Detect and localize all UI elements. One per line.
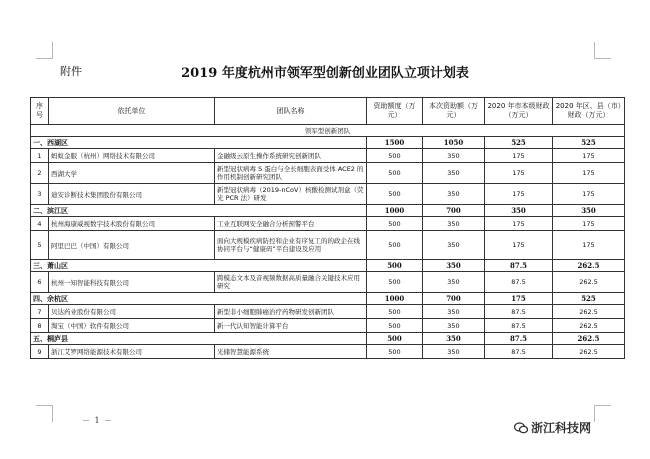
row-no: 8 — [31, 319, 49, 333]
row-no: 9 — [31, 345, 49, 359]
row-team: 新型冠状病毒（2019-nCoV）核酸检测试剂盒（荧光 PCR 法）研发 — [215, 184, 367, 205]
row-unit: 浙江艾罗网络能源技术有限公司 — [49, 345, 215, 359]
row-value: 175 — [485, 184, 553, 205]
row-team: 新型冠状病毒 S 蛋白与全长细胞表面受体 ACE2 的作用机制创新研究团队 — [215, 163, 367, 184]
table-row — [31, 184, 625, 205]
row-value: 175 — [485, 217, 553, 231]
row-value: 350 — [423, 272, 485, 293]
section-row — [31, 333, 625, 345]
section-label: 一、西湖区 — [31, 137, 367, 149]
section-value: 87.5 — [485, 333, 553, 345]
table-row — [31, 319, 625, 333]
row-value: 500 — [367, 163, 423, 184]
row-value: 175 — [553, 231, 625, 260]
section-value: 350 — [423, 260, 485, 272]
row-value: 350 — [423, 217, 485, 231]
row-no: 6 — [31, 272, 49, 293]
row-value: 262.5 — [553, 345, 625, 359]
row-team: 面向大规模疾病防控和企业有序复工的的政企在线协同平台与“健康码”平台建设及应用 — [215, 231, 367, 260]
section-label: 二、滨江区 — [31, 205, 367, 217]
table-row — [31, 217, 625, 231]
row-no: 2 — [31, 163, 49, 184]
section-value: 525 — [553, 137, 625, 149]
row-value: 175 — [553, 184, 625, 205]
section-value: 500 — [367, 260, 423, 272]
section-value: 1050 — [423, 137, 485, 149]
row-team: 工业互联网安全融合分析预警平台 — [215, 217, 367, 231]
section-value: 350 — [553, 205, 625, 217]
row-value: 500 — [367, 305, 423, 319]
row-team: 光储智慧能源系统 — [215, 345, 367, 359]
header-no: 序号 — [31, 98, 49, 125]
section-value: 700 — [423, 205, 485, 217]
page-number: － 1 － — [82, 416, 114, 425]
row-unit: 迪安诊断技术集团股份有限公司 — [49, 184, 215, 205]
row-value: 350 — [423, 319, 485, 333]
row-unit: 蚂蚁金服（杭州）网络技术有限公司 — [49, 149, 215, 163]
table-row — [31, 231, 625, 260]
row-value: 500 — [367, 184, 423, 205]
row-no: 5 — [31, 231, 49, 260]
row-value: 175 — [485, 149, 553, 163]
row-value: 500 — [367, 319, 423, 333]
table-row — [31, 272, 625, 293]
category-label: 领军型创新团队 — [31, 125, 625, 137]
section-value: 700 — [423, 293, 485, 305]
crop-mark-bottom-right — [594, 405, 611, 422]
plan-table — [30, 97, 625, 359]
row-team: 新一代认知智能计算平台 — [215, 319, 367, 333]
row-no: 1 — [31, 149, 49, 163]
table-row — [31, 163, 625, 184]
header-current-funding: 本次资助额（万元） — [423, 98, 485, 125]
category-row — [31, 125, 625, 137]
row-value: 500 — [367, 345, 423, 359]
row-value: 350 — [423, 345, 485, 359]
row-unit: 阿里巴巴（中国）有限公司 — [49, 231, 215, 260]
row-no: 3 — [31, 184, 49, 205]
row-value: 500 — [367, 272, 423, 293]
section-value: 1000 — [367, 293, 423, 305]
row-value: 350 — [423, 184, 485, 205]
section-value: 1000 — [367, 205, 423, 217]
row-value: 262.5 — [553, 272, 625, 293]
row-value: 350 — [423, 163, 485, 184]
section-row — [31, 260, 625, 272]
section-value: 525 — [485, 137, 553, 149]
crop-mark-top-right — [594, 42, 611, 59]
section-value: 350 — [423, 333, 485, 345]
row-value: 175 — [553, 149, 625, 163]
section-row — [31, 137, 625, 149]
row-no: 4 — [31, 217, 49, 231]
header-row — [31, 98, 625, 125]
row-value: 87.5 — [485, 272, 553, 293]
row-unit: 贝达药业股份有限公司 — [49, 305, 215, 319]
row-value: 500 — [367, 149, 423, 163]
row-value: 350 — [423, 305, 485, 319]
row-no: 7 — [31, 305, 49, 319]
watermark-text: 浙江科技网 — [531, 421, 592, 435]
section-value: 1500 — [367, 137, 423, 149]
header-unit: 依托单位 — [49, 98, 215, 125]
header-funding: 资助额度（万元） — [367, 98, 423, 125]
row-value: 262.5 — [553, 319, 625, 333]
row-value: 175 — [553, 217, 625, 231]
row-value: 500 — [367, 231, 423, 260]
row-unit: 淘宝（中国）软件有限公司 — [49, 319, 215, 333]
row-value: 87.5 — [485, 319, 553, 333]
row-value: 350 — [423, 149, 485, 163]
crop-mark-bottom-left — [36, 405, 53, 422]
section-value: 350 — [485, 205, 553, 217]
section-row — [31, 293, 625, 305]
document-title: 2019 年度杭州市领军型创新创业团队立项计划表 — [181, 66, 469, 81]
row-team: 新型非小细胞肺癌治疗药物研发创新团队 — [215, 305, 367, 319]
row-team: 金融级云原生操作系统研究创新团队 — [215, 149, 367, 163]
header-district-finance: 2020 年区、县（市）财政（万元） — [553, 98, 625, 125]
header-city-finance: 2020 年市本级财政（万元） — [485, 98, 553, 125]
row-value: 175 — [485, 163, 553, 184]
row-unit: 杭州海康威视数字技术股份有限公司 — [49, 217, 215, 231]
section-value: 175 — [485, 293, 553, 305]
section-value: 525 — [553, 293, 625, 305]
section-label: 四、余杭区 — [31, 293, 367, 305]
row-value: 175 — [485, 231, 553, 260]
row-value: 500 — [367, 217, 423, 231]
row-unit: 西湖大学 — [49, 163, 215, 184]
row-value: 87.5 — [485, 305, 553, 319]
row-unit: 杭州一知智能科技有限公司 — [49, 272, 215, 293]
section-value: 500 — [367, 333, 423, 345]
attachment-label: 附件 — [60, 65, 82, 78]
table-row — [31, 345, 625, 359]
section-row — [31, 205, 625, 217]
row-team: 跨模态文本及音视频数据高质量融合关键技术应用研究 — [215, 272, 367, 293]
crop-mark-top-left — [36, 42, 53, 59]
section-label: 五、桐庐县 — [31, 333, 367, 345]
table-row — [31, 149, 625, 163]
row-value: 87.5 — [485, 345, 553, 359]
row-value: 262.5 — [553, 305, 625, 319]
section-value: 262.5 — [553, 333, 625, 345]
section-label: 三、萧山区 — [31, 260, 367, 272]
wechat-icon — [514, 422, 528, 434]
row-value: 350 — [423, 231, 485, 260]
row-value: 175 — [553, 163, 625, 184]
table-row — [31, 305, 625, 319]
header-team: 团队名称 — [215, 98, 367, 125]
watermark — [514, 419, 591, 436]
section-value: 87.5 — [485, 260, 553, 272]
section-value: 262.5 — [553, 260, 625, 272]
